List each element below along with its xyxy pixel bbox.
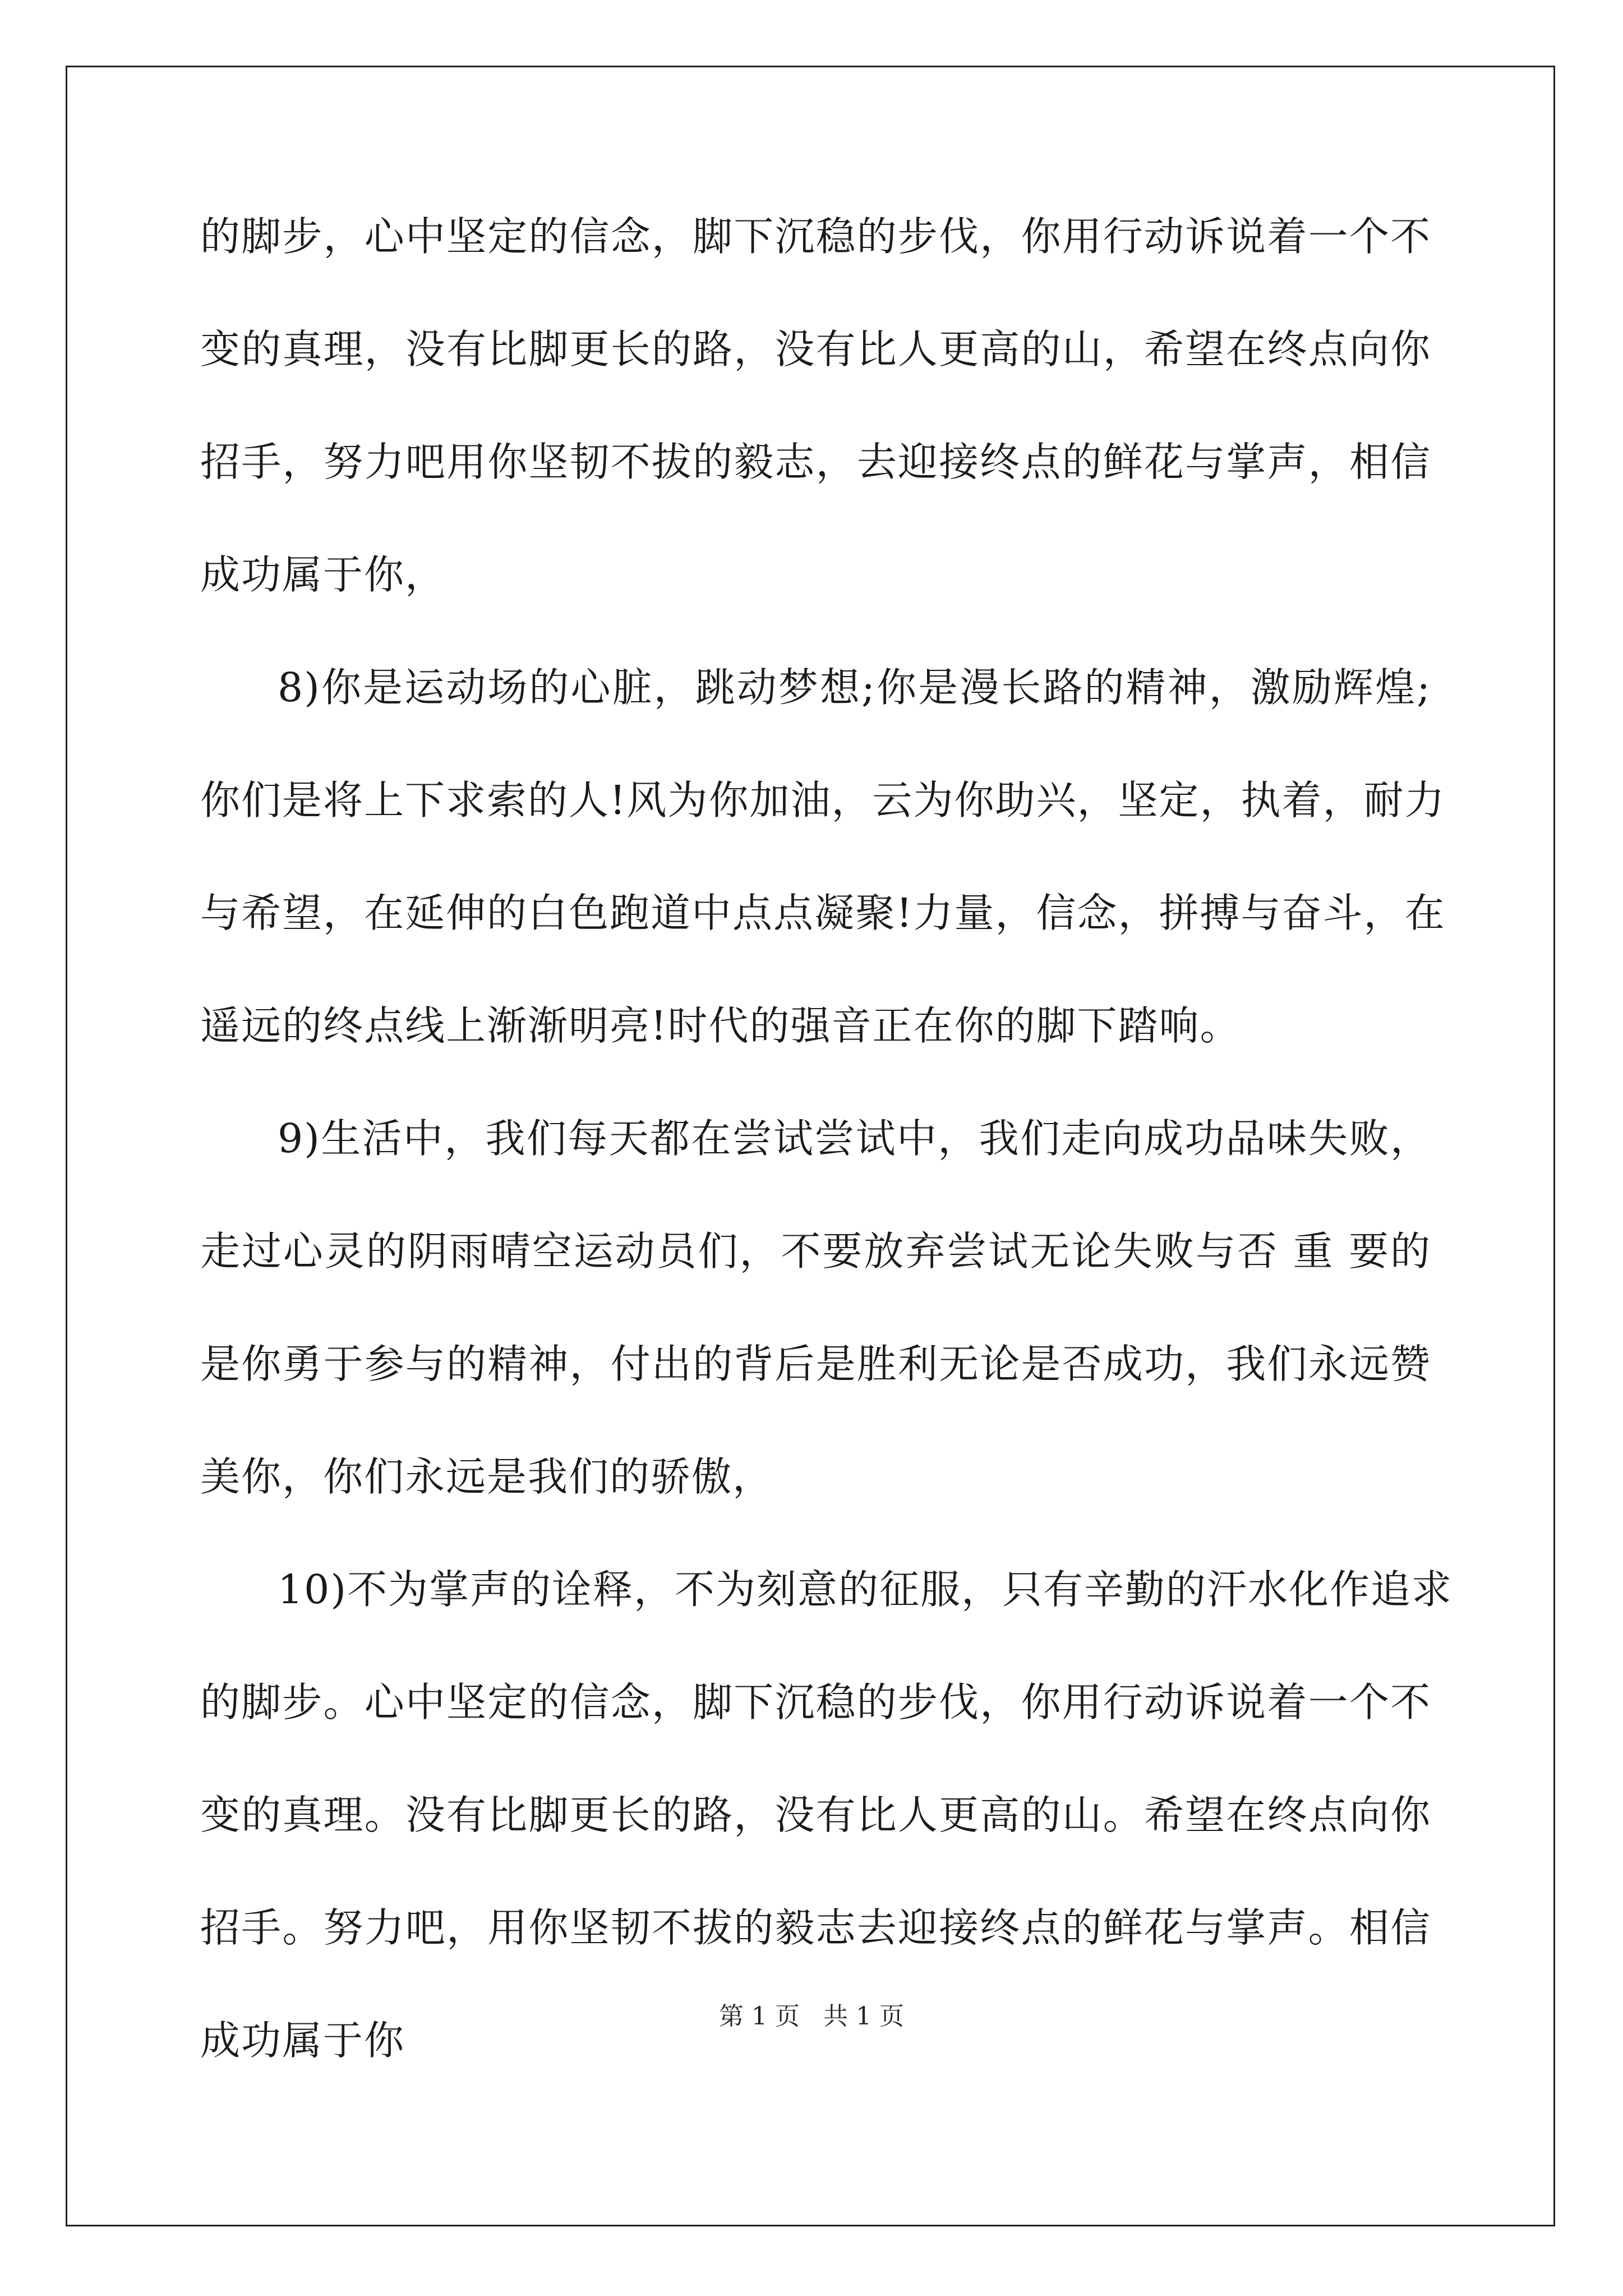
text-line: 的脚步。心中坚定的信念，脚下沉稳的步伐，你用行动诉说着一个不 xyxy=(200,1679,1431,1726)
text-line: 走过心灵的阴雨晴空运动员们，不要放弃尝试无论失败与否 重 要的 xyxy=(200,1228,1431,1274)
text-line: 变的真理，没有比脚更长的路，没有比人更高的山，希望在终点向你 xyxy=(200,326,1431,372)
text-line: 变的真理。没有比脚更长的路，没有比人更高的山。希望在终点向你 xyxy=(200,1792,1431,1838)
text-line: 招手，努力吧用你坚韧不拔的毅志，去迎接终点的鲜花与掌声，相信 xyxy=(200,439,1431,485)
text-line: 成功属于你， xyxy=(200,551,446,598)
text-line: 的脚步，心中坚定的信念，脚下沉稳的步伐，你用行动诉说着一个不 xyxy=(200,213,1431,260)
text-line: 是你勇于参与的精神，付出的背后是胜利无论是否成功，我们永远赞 xyxy=(200,1341,1431,1387)
text-line: 成功属于你 xyxy=(200,2017,405,2064)
text-line: 遥远的终点线上渐渐明亮!时代的强音正在你的脚下踏响。 xyxy=(200,1002,1241,1049)
document-body xyxy=(200,209,1453,2125)
paragraph-10-start: 10)不为掌声的诠释，不为刻意的征服，只有辛勤的汗水化作追求 xyxy=(278,1566,1453,1613)
paragraph-9-start: 9)生活中，我们每天都在尝试尝试中，我们走向成功品味失败， xyxy=(278,1115,1431,1162)
page-number-footer: 第 1 页 共 1 页 xyxy=(719,2002,904,2031)
text-line: 招手。努力吧，用你坚韧不拔的毅志去迎接终点的鲜花与掌声。相信 xyxy=(200,1904,1431,1951)
paragraph-8-start: 8)你是运动场的心脏，跳动梦想;你是漫长路的精神，激励辉煌; xyxy=(278,664,1431,711)
text-line: 美你，你们永远是我们的骄傲， xyxy=(200,1453,774,1500)
text-line: 与希望，在延伸的白色跑道中点点凝聚!力量，信念，拼搏与奋斗，在 xyxy=(200,890,1446,936)
text-line: 你们是将上下求索的人!风为你加油，云为你助兴，坚定，执着，耐力 xyxy=(200,777,1446,823)
